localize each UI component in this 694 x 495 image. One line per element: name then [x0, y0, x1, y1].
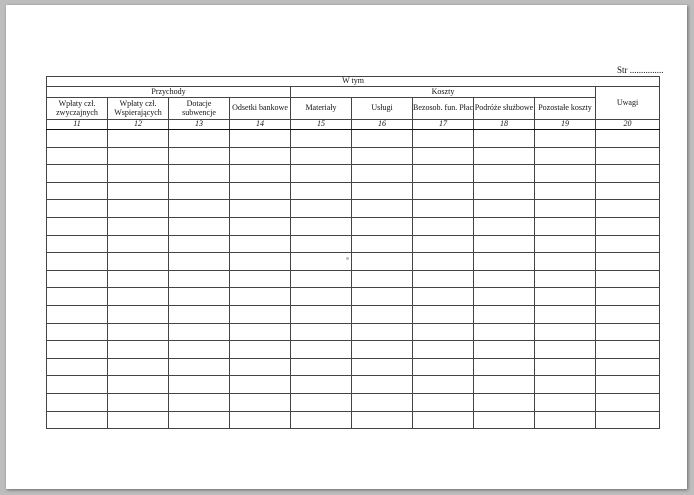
blank-cell[interactable]: [474, 200, 535, 218]
blank-cell[interactable]: [291, 130, 352, 148]
blank-cell[interactable]: [291, 411, 352, 429]
table-row: [47, 305, 660, 323]
blank-cell[interactable]: [596, 288, 660, 306]
column-number: 20: [596, 120, 660, 130]
table-row: [47, 147, 660, 165]
blank-cell[interactable]: [352, 270, 413, 288]
blank-cell[interactable]: [230, 411, 291, 429]
table-row: [47, 235, 660, 253]
blank-cell[interactable]: [535, 200, 596, 218]
blank-cell[interactable]: [47, 376, 108, 394]
blank-cell[interactable]: [474, 323, 535, 341]
blank-cell[interactable]: [352, 147, 413, 165]
column-header-uwagi: Uwagi: [596, 87, 660, 120]
blank-cell[interactable]: [47, 341, 108, 359]
blank-cell[interactable]: [413, 393, 474, 411]
blank-cell[interactable]: [535, 165, 596, 183]
table-row: [47, 200, 660, 218]
blank-cell[interactable]: [474, 253, 535, 271]
column-number: 14: [230, 120, 291, 130]
blank-cell[interactable]: [169, 323, 230, 341]
blank-cell[interactable]: [535, 358, 596, 376]
blank-cell[interactable]: [352, 235, 413, 253]
blank-cell[interactable]: [352, 165, 413, 183]
blank-cell[interactable]: [352, 323, 413, 341]
blank-cell[interactable]: [413, 130, 474, 148]
blank-cell[interactable]: [596, 200, 660, 218]
blank-cell[interactable]: [413, 376, 474, 394]
column-header-wplaty-zwyczajnych: Wpłaty czł. zwyczajnych: [47, 98, 108, 120]
blank-cell[interactable]: [230, 393, 291, 411]
column-number: 15: [291, 120, 352, 130]
blank-cell[interactable]: [108, 182, 169, 200]
blank-cell[interactable]: [474, 270, 535, 288]
blank-cell[interactable]: [291, 376, 352, 394]
blank-cell[interactable]: [291, 358, 352, 376]
table-row: [47, 270, 660, 288]
blank-cell[interactable]: [108, 147, 169, 165]
blank-cell[interactable]: [535, 235, 596, 253]
blank-cell[interactable]: [474, 288, 535, 306]
blank-cell[interactable]: [535, 393, 596, 411]
table-row: [47, 288, 660, 306]
blank-cell[interactable]: [474, 358, 535, 376]
column-header-bezosob: Bezosob. fun. Płac: [413, 98, 474, 120]
blank-cell[interactable]: [47, 217, 108, 235]
blank-cell[interactable]: [596, 253, 660, 271]
blank-cell[interactable]: [108, 200, 169, 218]
blank-cell[interactable]: [352, 130, 413, 148]
blank-cell[interactable]: [47, 147, 108, 165]
column-header-wplaty-wspierajacych: Wpłaty czł. Wspierających: [108, 98, 169, 120]
column-header-materialy: Materiały: [291, 98, 352, 120]
blank-cell[interactable]: [230, 288, 291, 306]
blank-cell[interactable]: [535, 376, 596, 394]
blank-cell[interactable]: [230, 165, 291, 183]
blank-cell[interactable]: [169, 358, 230, 376]
blank-cell[interactable]: [108, 235, 169, 253]
blank-cell[interactable]: [413, 147, 474, 165]
blank-cell[interactable]: [596, 376, 660, 394]
blank-cell[interactable]: [352, 341, 413, 359]
blank-cell[interactable]: [230, 305, 291, 323]
blank-cell[interactable]: [291, 270, 352, 288]
blank-cell[interactable]: [474, 411, 535, 429]
blank-cell[interactable]: [535, 305, 596, 323]
column-number: 17: [413, 120, 474, 130]
blank-cell[interactable]: [230, 200, 291, 218]
blank-cell[interactable]: [108, 217, 169, 235]
blank-cell[interactable]: [474, 305, 535, 323]
blank-cell[interactable]: [535, 411, 596, 429]
blank-cell[interactable]: [413, 341, 474, 359]
table-row: [47, 411, 660, 429]
blank-cell[interactable]: [352, 358, 413, 376]
blank-cell[interactable]: [108, 288, 169, 306]
blank-cell[interactable]: [474, 217, 535, 235]
blank-cell[interactable]: [413, 305, 474, 323]
blank-cell[interactable]: [596, 393, 660, 411]
blank-cell[interactable]: [47, 165, 108, 183]
blank-cell[interactable]: [291, 341, 352, 359]
blank-cell[interactable]: [413, 253, 474, 271]
blank-cell[interactable]: [352, 288, 413, 306]
blank-cell[interactable]: [474, 165, 535, 183]
blank-cell[interactable]: [169, 305, 230, 323]
blank-cell[interactable]: [352, 305, 413, 323]
ledger-table: [46, 76, 660, 429]
blank-cell[interactable]: [596, 305, 660, 323]
blank-cell[interactable]: [108, 253, 169, 271]
blank-cell[interactable]: [230, 182, 291, 200]
blank-cell[interactable]: [291, 147, 352, 165]
table-row: [47, 165, 660, 183]
blank-cell[interactable]: [352, 253, 413, 271]
blank-cell[interactable]: [413, 200, 474, 218]
blank-cell[interactable]: [230, 376, 291, 394]
blank-cell[interactable]: [413, 323, 474, 341]
blank-cell[interactable]: [474, 376, 535, 394]
blank-cell[interactable]: [413, 182, 474, 200]
blank-cell[interactable]: [291, 235, 352, 253]
blank-cell[interactable]: [47, 393, 108, 411]
blank-cell[interactable]: [291, 253, 352, 271]
blank-cell[interactable]: [413, 270, 474, 288]
blank-cell[interactable]: [169, 376, 230, 394]
blank-cell[interactable]: [108, 411, 169, 429]
blank-cell[interactable]: [47, 270, 108, 288]
blank-cell[interactable]: [291, 288, 352, 306]
blank-cell[interactable]: [169, 217, 230, 235]
blank-cell[interactable]: [47, 358, 108, 376]
column-number: 16: [352, 120, 413, 130]
blank-cell[interactable]: [230, 253, 291, 271]
blank-cell[interactable]: [230, 235, 291, 253]
column-number: 13: [169, 120, 230, 130]
blank-cell[interactable]: [230, 130, 291, 148]
column-header-pozostale: Pozostałe koszty: [535, 98, 596, 120]
blank-cell[interactable]: [596, 182, 660, 200]
w-tym-header: W tym: [47, 77, 660, 87]
blank-cell[interactable]: [47, 235, 108, 253]
blank-cell[interactable]: [474, 130, 535, 148]
blank-cell[interactable]: [108, 393, 169, 411]
blank-cell[interactable]: [291, 305, 352, 323]
blank-cell[interactable]: [230, 270, 291, 288]
blank-cell[interactable]: [108, 358, 169, 376]
form-sheet: [6, 5, 687, 489]
blank-cell[interactable]: [474, 147, 535, 165]
blank-cell[interactable]: [230, 217, 291, 235]
blank-cell[interactable]: [108, 323, 169, 341]
blank-cell[interactable]: [169, 200, 230, 218]
blank-cell[interactable]: [535, 288, 596, 306]
blank-cell[interactable]: [108, 376, 169, 394]
page-number-label: Str ...............: [617, 65, 664, 75]
blank-cell[interactable]: [291, 217, 352, 235]
column-number: 11: [47, 120, 108, 130]
blank-cell[interactable]: [535, 147, 596, 165]
table-row: [47, 341, 660, 359]
blank-cell[interactable]: [352, 393, 413, 411]
table-row: [47, 323, 660, 341]
blank-cell[interactable]: [169, 182, 230, 200]
blank-cell[interactable]: [169, 288, 230, 306]
blank-cell[interactable]: [169, 235, 230, 253]
blank-cell[interactable]: [413, 217, 474, 235]
blank-cell[interactable]: [108, 305, 169, 323]
blank-cell[interactable]: [596, 235, 660, 253]
blank-cell[interactable]: [474, 182, 535, 200]
blank-cell[interactable]: [47, 253, 108, 271]
blank-cell[interactable]: [230, 358, 291, 376]
blank-cell[interactable]: [535, 323, 596, 341]
column-header-podroze: Podróże służbowe: [474, 98, 535, 120]
blank-cell[interactable]: [230, 323, 291, 341]
blank-cell[interactable]: [291, 393, 352, 411]
blank-cell[interactable]: [230, 341, 291, 359]
blank-cell[interactable]: [108, 270, 169, 288]
blank-cell[interactable]: [596, 270, 660, 288]
blank-cell[interactable]: [47, 288, 108, 306]
blank-cell[interactable]: [535, 341, 596, 359]
blank-cell[interactable]: [352, 217, 413, 235]
blank-cell[interactable]: [413, 411, 474, 429]
table-row: [47, 393, 660, 411]
blank-cell[interactable]: [47, 130, 108, 148]
blank-cell[interactable]: [474, 341, 535, 359]
scan-speck: [346, 257, 349, 260]
table-row: [47, 358, 660, 376]
income-group-header: Przychody: [47, 87, 291, 98]
blank-cell[interactable]: [596, 358, 660, 376]
blank-cell[interactable]: [47, 305, 108, 323]
blank-cell[interactable]: [352, 200, 413, 218]
blank-cell[interactable]: [352, 182, 413, 200]
column-number: 19: [535, 120, 596, 130]
column-header-uslugi: Usługi: [352, 98, 413, 120]
blank-cell[interactable]: [169, 165, 230, 183]
blank-cell[interactable]: [108, 165, 169, 183]
column-header-dotacje: Dotacje subwencje: [169, 98, 230, 120]
blank-cell[interactable]: [291, 165, 352, 183]
blank-cell[interactable]: [47, 411, 108, 429]
blank-cell[interactable]: [535, 130, 596, 148]
table-row: [47, 253, 660, 271]
blank-cell[interactable]: [47, 200, 108, 218]
blank-cell[interactable]: [230, 147, 291, 165]
table-row: [47, 376, 660, 394]
column-number: 18: [474, 120, 535, 130]
blank-cell[interactable]: [169, 411, 230, 429]
blank-cell[interactable]: [47, 323, 108, 341]
blank-cell[interactable]: [352, 376, 413, 394]
blank-cell[interactable]: [413, 165, 474, 183]
blank-cell[interactable]: [413, 235, 474, 253]
table-row: [47, 217, 660, 235]
blank-cell[interactable]: [47, 182, 108, 200]
blank-cell[interactable]: [596, 217, 660, 235]
blank-cell[interactable]: [535, 253, 596, 271]
blank-cell[interactable]: [291, 182, 352, 200]
blank-cell[interactable]: [596, 147, 660, 165]
blank-cell[interactable]: [413, 358, 474, 376]
blank-cell[interactable]: [169, 130, 230, 148]
blank-cell[interactable]: [535, 270, 596, 288]
blank-cell[interactable]: [352, 411, 413, 429]
blank-cell[interactable]: [108, 341, 169, 359]
blank-cell[interactable]: [169, 341, 230, 359]
column-number: 12: [108, 120, 169, 130]
blank-cell[interactable]: [474, 393, 535, 411]
blank-cell[interactable]: [291, 200, 352, 218]
blank-cell[interactable]: [535, 217, 596, 235]
costs-group-header: Koszty: [291, 87, 596, 98]
blank-cell[interactable]: [596, 341, 660, 359]
blank-cell[interactable]: [169, 253, 230, 271]
blank-cell[interactable]: [596, 130, 660, 148]
blank-cell[interactable]: [413, 288, 474, 306]
blank-cell[interactable]: [535, 182, 596, 200]
blank-cell[interactable]: [596, 165, 660, 183]
blank-cell[interactable]: [596, 411, 660, 429]
table-row: [47, 182, 660, 200]
table-row: [47, 130, 660, 148]
column-header-odsetki: Odsetki bankowe: [230, 98, 291, 120]
blank-cell[interactable]: [291, 323, 352, 341]
blank-cell[interactable]: [108, 130, 169, 148]
blank-cell[interactable]: [596, 323, 660, 341]
blank-cell[interactable]: [474, 235, 535, 253]
blank-cell[interactable]: [169, 393, 230, 411]
blank-cell[interactable]: [169, 147, 230, 165]
blank-cell[interactable]: [169, 270, 230, 288]
